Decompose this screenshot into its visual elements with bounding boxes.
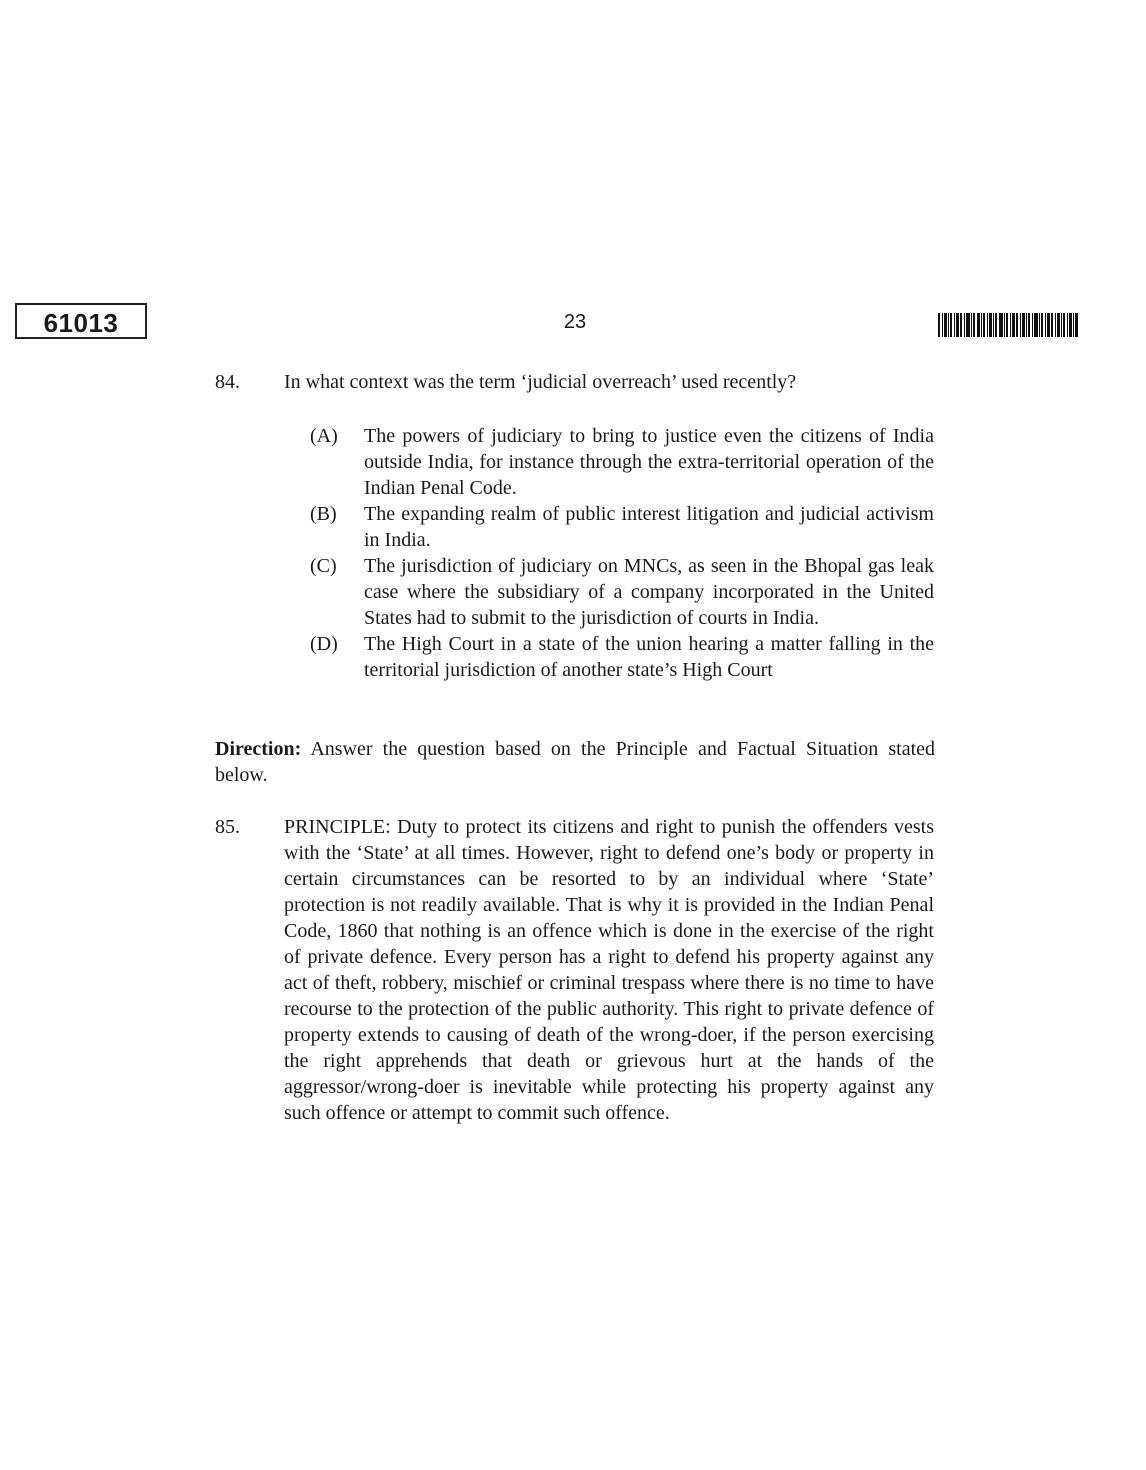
option-c-text: The jurisdiction of judiciary on MNCs, as seen in the Bhopal gas leak case where the subsidiary of a company incorporated in the United States had to submit to the jurisdiction of courts in India.	[364, 555, 934, 629]
option-a-text: The powers of judiciary to bring to justice even the citizens of India outside India, for instance through the extra-territorial operation of the Indian Penal Code.	[364, 425, 934, 499]
barcode-graphic	[938, 313, 1078, 337]
option-d	[310, 631, 934, 683]
option-b	[310, 501, 934, 553]
question-84-number: 84.	[215, 371, 240, 393]
option-c	[310, 553, 934, 631]
option-d-letter: (D)	[310, 633, 338, 655]
option-a	[310, 423, 934, 501]
direction-paragraph	[215, 736, 935, 788]
option-b-text: The expanding realm of public interest litigation and judicial activism in India.	[364, 503, 934, 551]
option-d-text: The High Court in a state of the union hearing a matter falling in the territorial jurisdiction of another state’s High Court	[364, 633, 934, 681]
barcode-image	[938, 313, 1078, 337]
direction-label: Direction:	[215, 738, 302, 760]
paper-code-box: 61013	[15, 303, 147, 339]
question-85-number: 85.	[215, 816, 240, 838]
question-84-options	[310, 423, 934, 683]
option-b-letter: (B)	[310, 503, 337, 525]
question-84-text: In what context was the term ‘judicial overreach’ used recently?	[284, 371, 797, 393]
page-number: 23	[563, 311, 587, 333]
option-a-letter: (A)	[310, 425, 338, 447]
question-85-principle-text: PRINCIPLE: Duty to protect its citizens and right to punish the offenders vests with the ‘State’ at all times. However, right to defend one’s body or property in certain circumstances can be resorted to by an individual where ‘State’ protection is not readily available. That is why it is provided in the Indian Penal Code, 1860 that nothing is an offence which is done in the exercise of the right of private defence. Every person has a right to defend his property against any act of theft, robbery, mischief or criminal trespass where there is no time to have recourse to the protection of the public authority. This right to private defence of property extends to causing of death of the wrong-doer, if the person exercising the right apprehends that death or grievous hurt at the hands of the aggressor/wrong-doer is inevitable while protecting his property against any such offence or attempt to commit such offence.	[284, 816, 934, 1124]
direction-text: Answer the question based on the Principle and Factual Situation stated below.	[215, 738, 935, 786]
option-c-letter: (C)	[310, 555, 337, 577]
